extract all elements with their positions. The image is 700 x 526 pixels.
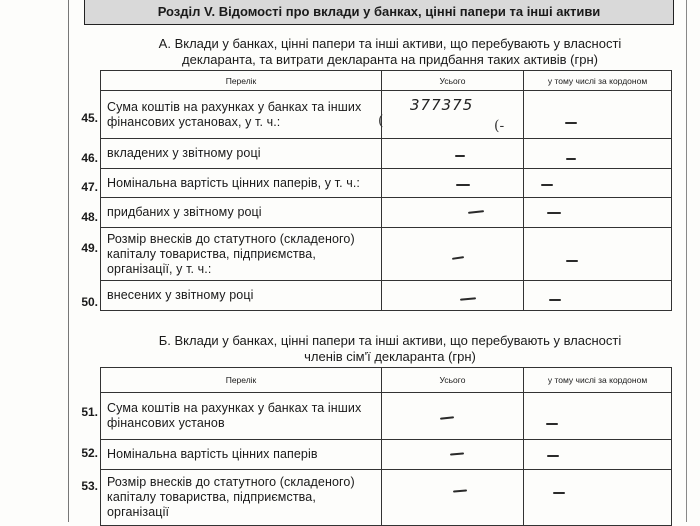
row-51-abroad: [524, 393, 672, 440]
header-item: Перелік: [101, 71, 382, 91]
row-53-abroad-dash: [553, 492, 565, 494]
handwritten-mark: (-: [494, 118, 505, 134]
row-51-label: Сума коштів на рахунках у банках та інших фінансових установ: [101, 393, 382, 440]
header-total: Усього: [382, 71, 524, 91]
header-total: Усього: [382, 368, 524, 393]
table-row: [101, 91, 672, 139]
section-title: Розділ V. Відомості про вклади у банках, цінні папери та інші активи: [84, 0, 674, 25]
row-50-label: внесених у звітному році: [101, 281, 382, 311]
row-46-abroad-dash: [566, 158, 576, 160]
row-45-total-value: 377375: [410, 96, 474, 114]
row-47-abroad: [524, 169, 672, 198]
row-47-total-dash: [456, 184, 470, 186]
row-51-number: 51.: [81, 405, 98, 419]
part-b-table: [100, 367, 672, 526]
table-row: [101, 470, 672, 526]
handwritten-mark: (: [378, 113, 384, 129]
row-46-total-dash: [455, 155, 465, 157]
row-53-abroad: [524, 470, 672, 526]
row-53-label: Розмір внесків до статутного (складеного) капіталу товариства, підприємства, організації: [101, 470, 382, 526]
row-51-abroad-dash: [546, 423, 558, 425]
row-48-total: [382, 198, 524, 228]
row-52-number: 52.: [81, 446, 98, 460]
row-50-number: 50.: [81, 295, 98, 309]
row-47-number: 47.: [81, 180, 98, 194]
row-53-number: 53.: [81, 479, 98, 493]
header-abroad: у тому числі за кордоном: [524, 71, 672, 91]
row-47-label: Номінальна вартість цінних паперів, у т. ч.:: [101, 169, 382, 198]
row-45-abroad: [524, 91, 672, 139]
part-b-title-line1: Б. Вклади у банках, цінні папери та інші активи, що перебувають у власності: [158, 333, 622, 348]
row-49-label: Розмір внесків до статутного (складеного) капіталу товариства, підприємства, організації, у т. ч.:: [101, 228, 382, 281]
row-46-abroad: [524, 139, 672, 169]
page-right-rule: [686, 0, 687, 522]
table-row: [101, 139, 672, 169]
row-49-number: 49.: [81, 241, 98, 255]
row-49-total: [382, 228, 524, 281]
row-52-abroad: [524, 440, 672, 470]
row-48-abroad: [524, 198, 672, 228]
row-47-total: [382, 169, 524, 198]
row-48-abroad-dash: [547, 212, 561, 214]
row-50-abroad: [524, 281, 672, 311]
row-50-total: [382, 281, 524, 311]
table-row: [101, 169, 672, 198]
row-48-number: 48.: [81, 210, 98, 224]
table-row: [101, 228, 672, 281]
table-row: [101, 198, 672, 228]
row-45-label: Сума коштів на рахунках у банках та інших фінансових установах, у т. ч.:: [101, 91, 382, 139]
row-46-number: 46.: [81, 151, 98, 165]
part-a-header-row: [101, 71, 672, 91]
row-50-abroad-dash: [549, 299, 561, 301]
table-row: [101, 393, 672, 440]
row-52-label: Номінальна вартість цінних паперів: [101, 440, 382, 470]
row-48-label: придбаних у звітному році: [101, 198, 382, 228]
part-a-title-line2: декларанта, та витрати декларанта на придбання таких активів (грн): [182, 52, 598, 67]
part-b-title-line2: членів сім'ї декларанта (грн): [304, 349, 476, 364]
header-abroad: у тому числі за кордоном: [524, 368, 672, 393]
part-a-title-line1: А. Вклади у банках, цінні папери та інші активи, що перебувають у власності: [158, 36, 622, 51]
table-row: [101, 281, 672, 311]
part-b-header-row: [101, 368, 672, 393]
row-47-abroad-dash: [541, 184, 553, 186]
row-46-label: вкладених у звітному році: [101, 139, 382, 169]
row-49-abroad: [524, 228, 672, 281]
row-46-total: [382, 139, 524, 169]
row-45-abroad-dash: [565, 122, 577, 124]
table-row: [101, 440, 672, 470]
row-49-abroad-dash: [566, 260, 578, 262]
row-52-abroad-dash: [547, 455, 559, 457]
page-left-rule: [68, 0, 69, 522]
row-45-number: 45.: [81, 111, 98, 125]
header-item: Перелік: [101, 368, 382, 393]
row-53-total: [382, 470, 524, 526]
part-a-table: [100, 70, 672, 311]
